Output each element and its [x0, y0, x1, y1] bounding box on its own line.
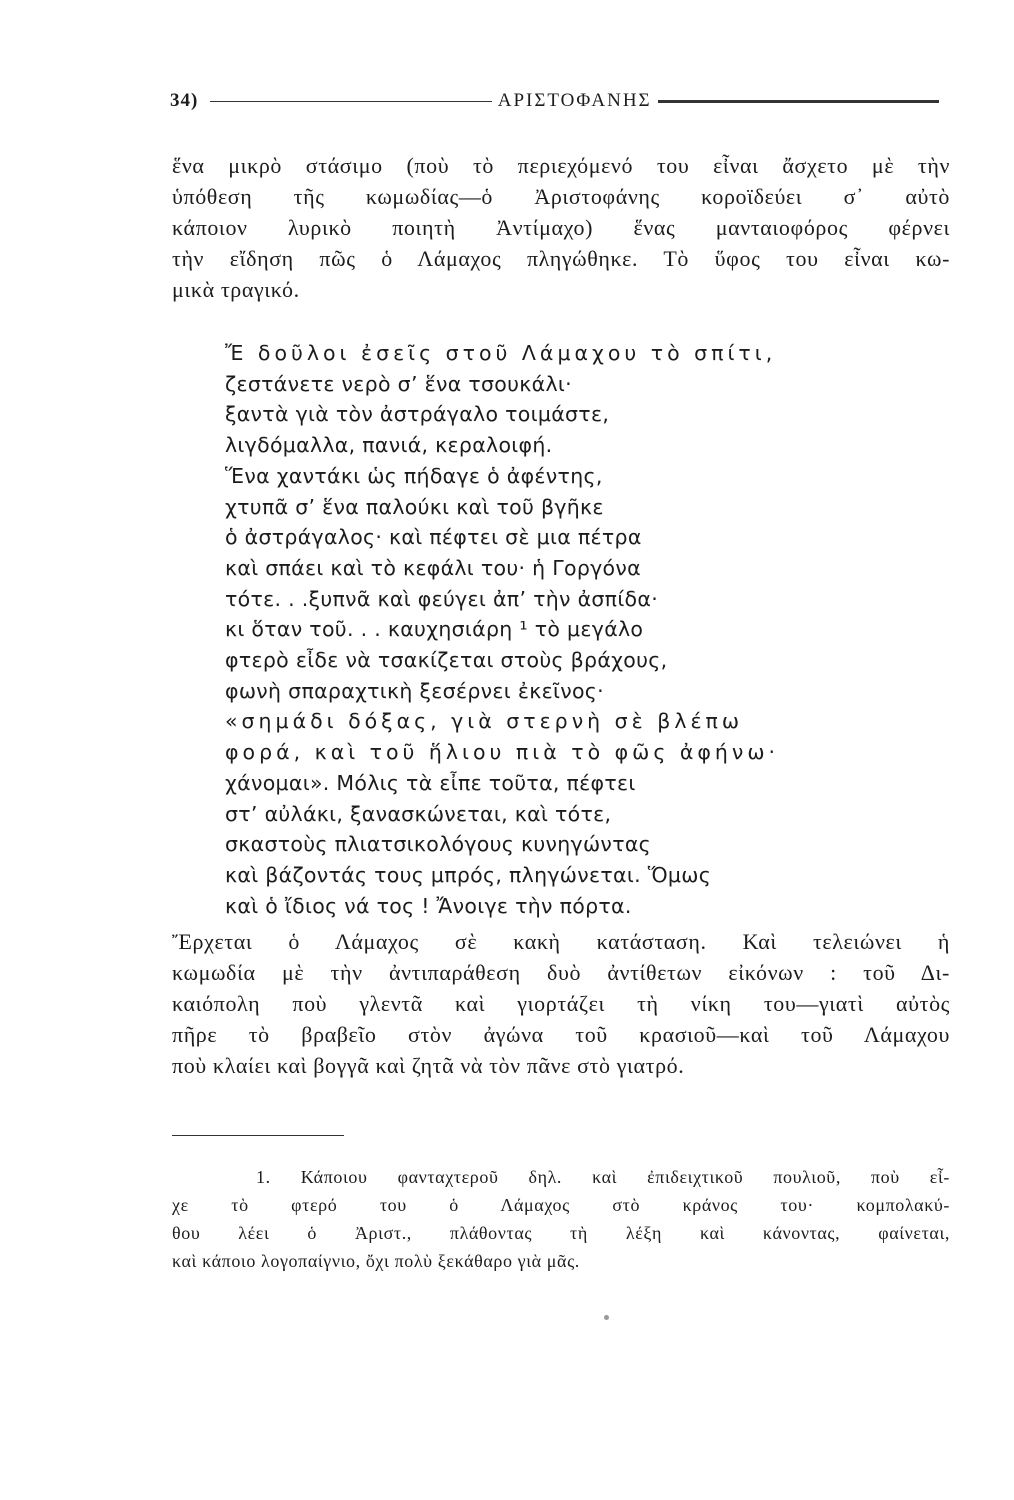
verse-line: λιγδόμαλλα, πανιά, κεραλοιφή. — [225, 433, 553, 458]
text-line: ὑπόθεση τῆς κωμωδίας—ὁ Ἀριστοφάνης κοροϊδεύει σ᾿ αὐτὸ — [172, 184, 950, 209]
text-line: καιόπολη ποὺ γλεντᾶ καὶ γιορτάζει τὴ νίκη του—γιατὶ αὐτὸς — [172, 991, 950, 1016]
text-line: μικὰ τραγικό. — [172, 277, 300, 302]
footnote-line: 1. Κάποιου φανταχτεροῦ δηλ. καὶ ἐπιδειχτικοῦ πουλιοῦ, ποὺ εἶ- — [256, 1167, 950, 1187]
verse-line: τότε. . .ξυπνᾶ καὶ φεύγει ἀπ’ τὴν ἀσπίδα· — [225, 586, 659, 611]
verse-line: χάνομαι». Μόλις τὰ εἶπε τοῦτα, πέφτει — [225, 770, 636, 795]
verse-line: ὁ ἀστράγαλος· καὶ πέφτει σὲ μια πέτρα — [225, 525, 642, 550]
verse-line: καὶ βάζοντάς τους μπρός, πληγώνεται. Ὅμως — [225, 862, 712, 887]
verse-line: κι ὅταν τοῦ. . . καυχησιάρη ¹ τὸ μεγάλο — [225, 617, 644, 642]
paper-speck — [604, 1315, 609, 1320]
intro-paragraph — [172, 150, 950, 305]
verse-line: στ’ αὐλάκι, ξανασκώνεται, καὶ τότε, — [225, 801, 612, 826]
verse-line: ζεστάνετε νερὸ σ’ ἕνα τσουκάλι· — [225, 371, 572, 396]
verse-line: φτερὸ εἶδε νὰ τσακίζεται στοὺς βράχους, — [225, 648, 668, 673]
text-line: Ἔρχεται ὁ Λάμαχος σὲ κακὴ κατάσταση. Καὶ τελειώνει ἡ — [172, 929, 950, 954]
closing-paragraph — [172, 926, 950, 1081]
verse-line: «σημάδι δόξας, γιὰ στερνὴ σὲ βλέπω — [225, 709, 744, 734]
verse-line: Ἕνα χαντάκι ὡς πήδαγε ὁ ἀφέντης, — [225, 463, 603, 488]
header-rule-right — [658, 100, 939, 103]
verse-line: Ἔ δοῦλοι ἐσεῖς στοῦ Λάμαχου τὸ σπίτι, — [225, 341, 777, 365]
verse-line: καὶ σπάει καὶ τὸ κεφάλι του· ἡ Γοργόνα — [225, 555, 641, 580]
running-header — [170, 88, 945, 114]
running-title: ΑΡΙΣΤΟΦΑΝΗΣ — [497, 90, 652, 111]
verse-line: σκαστοὺς πλιατσικολόγους κυνηγώντας — [225, 832, 651, 857]
text-line: κωμωδία μὲ τὴν ἀντιπαράθεση δυὸ ἀντίθετων εἰκόνων : τοῦ Δι- — [172, 960, 950, 985]
footnote — [172, 1163, 950, 1275]
verse-line: χτυπᾶ σ’ ἕνα παλούκι καὶ τοῦ βγῆκε — [225, 494, 604, 519]
verse-line: φωνὴ σπαραχτικὴ ξεσέρνει ἐκεῖνος· — [225, 678, 604, 703]
verse-line: φορά, καὶ τοῦ ἥλιου πιὰ τὸ φῶς ἀφήνω· — [225, 740, 780, 765]
text-line: τὴν εἴδηση πῶς ὁ Λάμαχος πληγώθηκε. Τὸ ὕφος του εἶναι κω- — [172, 246, 950, 271]
text-line: κάποιον λυρικὸ ποιητὴ Ἀντίμαχο) ἕνας μανταιοφόρος φέρνει — [172, 215, 950, 240]
text-line: ἕνα μικρὸ στάσιμο (ποὺ τὸ περιεχόμενό του εἶναι ἄσχετο μὲ τὴν — [172, 153, 950, 178]
footnote-line: θου λέει ὁ Ἀριστ., πλάθοντας τὴ λέξη καὶ κάνοντας, φαίνεται, — [172, 1223, 950, 1243]
verse-line: ξαντὰ γιὰ τὸν ἀστράγαλο τοιμάστε, — [225, 402, 610, 427]
text-line: ποὺ κλαίει καὶ βογγᾶ καὶ ζητᾶ νὰ τὸν πᾶνε στὸ γιατρό. — [172, 1053, 685, 1078]
header-rule-left — [210, 101, 491, 102]
footnote-line: χε τὸ φτερό του ὁ Λάμαχος στὸ κράνος του· κομπολακύ- — [172, 1195, 950, 1215]
page-number: 34) — [170, 90, 199, 111]
text-line: πῆρε τὸ βραβεῖο στὸν ἀγώνα τοῦ κρασιοῦ—καὶ τοῦ Λάμαχου — [172, 1022, 950, 1047]
footnote-separator — [172, 1135, 344, 1136]
footnote-line: καὶ κάποιο λογοπαίγνιο, ὄχι πολὺ ξεκάθαρο γιὰ μᾶς. — [172, 1251, 580, 1271]
verse-passage — [225, 338, 965, 921]
verse-line: καὶ ὁ ἴδιος νά τος ! Ἄνοιγε τὴν πόρτα. — [225, 893, 632, 918]
